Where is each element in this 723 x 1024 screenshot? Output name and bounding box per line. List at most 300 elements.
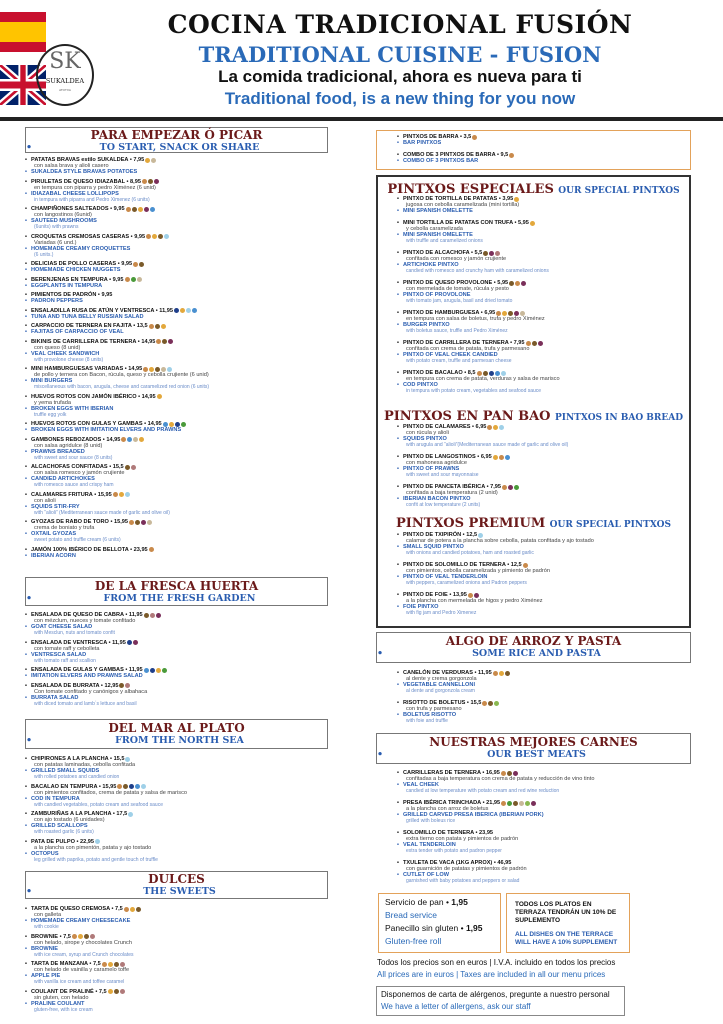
dish-name: PIRULETAS DE QUESO IDIAZABAL xyxy=(31,178,125,185)
dish-description-en: (6units) with prawns xyxy=(34,224,79,230)
bar-pintxos-list xyxy=(397,134,514,170)
allergen-icon xyxy=(148,179,153,184)
dish-name: MINI TORTILLA DE PATATAS CON TRUFA xyxy=(403,220,513,226)
dish-name: PINTXO DE TXIPIRÓN xyxy=(403,532,462,538)
dish-line xyxy=(25,437,209,443)
dish-name-en: • BURGER PINTXO xyxy=(397,322,560,328)
allergen-icon xyxy=(131,465,136,470)
dish-name-en: • MINI SPANISH OMELETTE xyxy=(397,232,560,238)
dish-name: PINTXO DE HAMBURGUESA xyxy=(403,310,480,316)
dish-description-en: al dente and gorgonzola cream xyxy=(406,688,475,694)
menu-item xyxy=(397,770,594,794)
special-pintxos-list xyxy=(397,196,560,400)
allergen-icon xyxy=(162,339,167,344)
dish-line xyxy=(397,310,560,316)
section-header-sweets: DULCES • THE SWEETS xyxy=(25,871,328,899)
menu-item xyxy=(25,839,187,863)
menu-item xyxy=(25,437,209,461)
dish-price: 13,95 xyxy=(452,592,467,598)
dish-line xyxy=(397,370,560,376)
allergen-icon xyxy=(493,671,498,676)
allergen-icon xyxy=(474,593,479,598)
dish-description-es: con langostinos (6unid) xyxy=(34,212,92,218)
logo-monogram: SK xyxy=(49,49,81,74)
dish-name: PINTXO DE CALAMARES xyxy=(403,424,471,430)
menu-item xyxy=(25,906,141,930)
dish-price: 9,95 xyxy=(101,292,113,298)
dish-description-es: confitada a baja temperatura (2 unid) xyxy=(406,490,498,496)
dish-description-es: con pimientos confitados, crema de patata y salsa de marisco xyxy=(34,789,187,796)
allergen-icon xyxy=(499,671,504,676)
allergen-icon xyxy=(507,801,512,806)
allergen-icon xyxy=(505,455,510,460)
dish-price: 11,95 xyxy=(112,639,126,646)
allergen-icon xyxy=(494,701,499,706)
allergen-icon xyxy=(168,339,173,344)
allergen-icon xyxy=(501,371,506,376)
dish-name-en: • OXTAIL GYOZAS xyxy=(25,531,209,537)
dish-description-es: con galleta xyxy=(34,912,62,918)
dish-description-es: con helado, sirope y chocolates Crunch xyxy=(34,939,132,946)
allergen-icon xyxy=(147,520,152,525)
allergen-icon xyxy=(496,311,501,316)
dish-name: PATATAS BRAVAS estilo SUKALDEA xyxy=(31,157,129,163)
allergen-icon xyxy=(174,308,179,313)
allergen-icon xyxy=(163,422,168,427)
restaurant-logo xyxy=(36,44,94,106)
menu-item xyxy=(25,366,209,390)
dish-line xyxy=(25,640,167,646)
menu-item xyxy=(397,370,560,394)
dish-name: GYOZAS DE RABO DE TORO xyxy=(31,519,109,525)
dish-name: MINI HAMBURGUESAS VARIADAS xyxy=(31,366,124,372)
dish-description-es: con queso (8 unid) xyxy=(34,344,81,351)
section-header-bao: PINTXOS EN PAN BAO PINTXOS IN BAO BREAD xyxy=(383,409,684,424)
dish-name-en: • SUKALDEA STYLE BRAVAS POTATOES xyxy=(25,169,209,175)
dish-price: 7,95 xyxy=(490,484,502,490)
allergen-icon xyxy=(133,640,138,645)
menu-item xyxy=(25,961,141,985)
allergen-icon xyxy=(489,251,494,256)
dish-price: 12,95 xyxy=(104,682,119,689)
menu-item xyxy=(25,989,141,1013)
allergen-icon xyxy=(493,455,498,460)
menu-item xyxy=(397,134,514,146)
menu-item xyxy=(25,339,209,363)
dish-description-en: with boletus sauce, truffle and Pedro Ximénez xyxy=(406,328,508,334)
dish-line xyxy=(25,492,209,498)
dish-name-en: • GRILLED CARVED PRESA IBERICA (IBERIAN PORK) xyxy=(397,812,594,818)
dish-price: 11,95 xyxy=(478,670,492,676)
dish-line xyxy=(25,519,209,525)
dish-price: 5,95 xyxy=(517,220,529,226)
dish-name-en: • HOMEMADE CREAMY CROQUETTES xyxy=(25,246,209,252)
dish-price: 17,5 xyxy=(116,811,128,817)
dish-name-en: • GOAT CHEESE SALAD xyxy=(25,624,167,630)
allergen-icon xyxy=(145,158,150,163)
garden-list xyxy=(25,612,167,710)
dish-name-en: • COMBO OF 3 PINTXOS BAR xyxy=(397,158,514,164)
menu-item xyxy=(25,157,209,175)
menu-item xyxy=(25,464,209,488)
header-divider xyxy=(0,117,723,121)
section-header-garden: DE LA FRESCA HUERTA • FROM THE FRESH GARDEN xyxy=(25,577,328,606)
allergen-icon xyxy=(482,701,487,706)
dish-description-es: con mermelada de tomate, rúcula y pesto xyxy=(406,286,509,292)
allergen-icon xyxy=(144,207,149,212)
dish-name: RISOTTO DE BOLETUS xyxy=(403,700,466,706)
dish-name-en: • IMITATION ELVERS AND PRAWNS SALAD xyxy=(25,673,167,679)
dish-description-es: con helado de vainilla y caramelo toffe xyxy=(34,967,130,973)
menu-item xyxy=(397,152,514,164)
dish-price: 5,95 xyxy=(497,280,509,286)
allergen-icon xyxy=(514,197,519,202)
dish-price: 11,95 xyxy=(128,667,143,673)
allergen-icon xyxy=(192,308,197,313)
allergens-note-es: Disponemos de carta de alérgenos, pregunte a nuestro personal xyxy=(381,990,610,999)
dish-description-en: with peppers, caramelized onions and Padron peppers xyxy=(406,580,527,586)
dish-description-en: garnished with baby potatoes and peppers or salad xyxy=(406,878,520,884)
allergen-icon xyxy=(125,492,130,497)
dish-description-en: with tomato jam, arugula, basil and dried tomato xyxy=(406,298,513,304)
dish-description-en: confit at low temperature (2 units) xyxy=(406,502,481,508)
menu-item xyxy=(25,612,167,636)
dish-name-en: • MINI BURGERS xyxy=(25,378,209,384)
menu-item xyxy=(397,592,594,616)
sea-list xyxy=(25,756,187,866)
dish-description-en: extra tender with potato and padron pepper xyxy=(406,848,502,854)
dish-description-en: with romesco sauce and crispy ham xyxy=(34,482,114,488)
dish-name-en: • HOMEMADE CHICKEN NUGGETS xyxy=(25,267,209,273)
dish-price: 6,95 xyxy=(475,424,487,430)
allergen-icon xyxy=(156,339,161,344)
dish-description-en: with tomato raff and scallion xyxy=(34,657,96,664)
allergen-icon xyxy=(532,341,537,346)
dish-name-en: • VEAL CHEEK SANDWICH xyxy=(25,351,209,357)
dish-price: 23,95 xyxy=(133,546,148,553)
dish-price: 6,95 xyxy=(480,454,492,460)
dish-price: 14,95 xyxy=(147,421,162,427)
dish-line xyxy=(397,670,510,676)
dish-line xyxy=(25,366,209,372)
dish-name-en: • IDIAZABAL CHEESE LOLLIPOPS xyxy=(25,191,209,197)
dish-line xyxy=(397,592,594,598)
dish-line xyxy=(25,339,209,345)
dish-price: 14,95 xyxy=(128,366,143,372)
dish-description-en: with potato cream, truffle and parmesan cheese xyxy=(406,358,512,364)
dish-line xyxy=(25,906,141,912)
dish-name: COMBO DE 3 PINTXOS DE BARRA xyxy=(403,152,496,158)
dish-name-en: • PRALINE COULANT xyxy=(25,1001,141,1007)
allergen-icon xyxy=(132,207,137,212)
allergen-icon xyxy=(114,962,119,967)
allergen-icon xyxy=(509,281,514,286)
page-subtitle: TRADITIONAL CUISINE - FUSION xyxy=(198,42,602,67)
dish-name: HUEVOS ROTOS CON GULAS Y GAMBAS xyxy=(31,421,143,427)
premium-pintxos-list xyxy=(397,532,594,622)
dish-line xyxy=(25,784,187,790)
allergen-icon xyxy=(495,251,500,256)
menu-item xyxy=(25,667,167,679)
dish-price: 11,95 xyxy=(159,307,173,314)
dish-price: 15,95 xyxy=(97,491,112,498)
allergen-icon xyxy=(142,179,147,184)
allergen-icon xyxy=(126,207,131,212)
section-header-starters: PARA EMPEZAR Ó PICAR • TO START, SNACK OR SHARE xyxy=(25,127,328,153)
dish-line xyxy=(397,800,594,806)
allergen-icon xyxy=(133,437,138,442)
dish-price: 15,95 xyxy=(102,783,117,790)
dish-name-en: • PINTXO OF VEAL TENDERLOIN xyxy=(397,574,594,580)
dish-description-es: con salsa romesco y jamón crujiente xyxy=(34,470,125,476)
menu-item xyxy=(25,784,187,808)
dish-price: 7,95 xyxy=(513,340,525,346)
menu-item xyxy=(397,670,510,694)
section-header-meats: NUESTRAS MEJORES CARNES • OUR BEST MEATS xyxy=(376,733,691,764)
menu-item xyxy=(397,860,594,884)
menu-item xyxy=(25,492,209,516)
dish-name: ALCACHOFAS CONFITADAS xyxy=(31,464,108,470)
dish-name-en: • SAUTEED MUSHROOMS xyxy=(25,218,209,224)
dish-price: 3,95 xyxy=(502,196,514,202)
bao-pintxos-list xyxy=(397,424,568,514)
dish-description-es: en tempura con crema de patata, verduras y salsa de marisco xyxy=(406,376,560,382)
dish-description-en: with fig jam and Pedro Ximenez xyxy=(406,610,477,616)
dish-description-es: y cebolla caramelizada xyxy=(406,226,463,232)
dish-line xyxy=(397,860,594,866)
dish-name: PINTXO DE SOLOMILLO DE TERNERA xyxy=(403,562,506,568)
menu-item xyxy=(25,683,167,707)
menu-item xyxy=(25,394,209,418)
dish-description-es: Variadas (6 und.) xyxy=(34,239,77,246)
dish-description-es: jugosa con cebolla caramelizada (mini tortilla) xyxy=(406,202,520,208)
menu-item xyxy=(397,340,560,364)
dish-price: 9,95 xyxy=(113,206,125,212)
dish-price: 7,5 xyxy=(92,961,101,967)
rice-pasta-list xyxy=(397,670,510,730)
allergen-icon xyxy=(72,934,77,939)
dish-description-en: sweet potato and truffle cream (6 units) xyxy=(34,537,121,543)
allergen-icon xyxy=(150,668,155,673)
allergen-icon xyxy=(488,701,493,706)
menu-item xyxy=(25,421,209,433)
dish-name-en: • PINTXO OF VEAL CHEEK CANDIED xyxy=(397,352,560,358)
dish-name-en: • ARTICHOKE PINTXO xyxy=(397,262,560,268)
dish-name: BERENJENAS EN TEMPURA xyxy=(31,276,108,283)
allergen-icon xyxy=(161,367,166,372)
dish-price: 8,5 xyxy=(467,370,476,376)
dish-name-en: • SQUIDS STIR-FRY xyxy=(25,504,209,510)
allergen-icon xyxy=(129,520,134,525)
allergen-icon xyxy=(151,158,156,163)
dish-description-es: confitada con romesco y jamón crujiente xyxy=(406,256,507,262)
dish-name: HUEVOS ROTOS CON JAMÓN IBÉRICO xyxy=(31,393,137,400)
dish-price: 15,5 xyxy=(470,700,482,706)
dish-description-es: Con tomate confitado y canónigos y albahaca xyxy=(34,688,148,695)
dish-name: CHAMPIÑONES SALTEADOS xyxy=(31,206,109,212)
allergen-icon xyxy=(155,324,160,329)
dish-line xyxy=(397,700,510,706)
dish-description-en: with vanilla ice cream and toffee caramel xyxy=(34,979,125,985)
page-title: COCINA TRADICIONAL FUSIÓN xyxy=(167,10,633,39)
allergen-icon xyxy=(149,547,154,552)
allergen-icon xyxy=(102,962,107,967)
dish-description-en: with rolled potatoes and candied onion xyxy=(34,774,120,780)
allergen-icon xyxy=(502,311,507,316)
allergen-icon xyxy=(138,207,143,212)
dish-name: CARRILLERAS DE TERNERA xyxy=(403,770,481,776)
allergen-icon xyxy=(133,262,138,267)
dish-line xyxy=(25,206,209,212)
dish-name-en: • BROKEN EGGS WITH IMITATION ELVERS AND PRAWNS xyxy=(25,427,209,433)
allergen-icon xyxy=(505,671,510,676)
dish-description-en: with Mesclun, nuts and tomato confit xyxy=(34,630,115,636)
dish-name-en: • PINTXO OF PRAWNS xyxy=(397,466,568,472)
allergen-icon xyxy=(507,771,512,776)
allergen-icon xyxy=(513,771,518,776)
allergen-icon xyxy=(493,425,498,430)
dish-price: 9,95 xyxy=(112,276,124,283)
dish-line xyxy=(397,484,568,490)
allergen-icon xyxy=(139,437,144,442)
terrace-supplement-box xyxy=(506,893,630,953)
dish-name-en: • PRAWNS BREADED xyxy=(25,449,209,455)
dish-description-en: with truffle and caramelized onions xyxy=(406,238,483,244)
dish-description-en: candied at low temperature with potato cream and red wine reduction xyxy=(406,788,560,794)
allergen-icon xyxy=(508,311,513,316)
dish-name: ENSALADA DE QUESO DE CABRA xyxy=(31,612,124,618)
allergen-icon xyxy=(513,801,518,806)
dish-description-es: al dente y crema gorgonzola xyxy=(406,676,477,682)
dish-name: PIMIENTOS DE PADRÓN xyxy=(31,292,97,298)
dish-name-en: • MINI SPANISH OMELETTE xyxy=(397,208,560,214)
dish-name: PINTXO DE FOIE xyxy=(403,592,448,598)
allergen-icon xyxy=(531,801,536,806)
dish-price: 9,5 xyxy=(500,152,509,158)
dish-description-en: with cookie xyxy=(34,924,59,930)
bread-label: Servicio de pan xyxy=(385,897,444,907)
dish-description-es: extra tierno con patata y pimientos de padrón xyxy=(406,836,519,842)
allergen-icon xyxy=(521,281,526,286)
dish-name: PINTXO DE LANGOSTINOS xyxy=(403,454,476,460)
allergen-icon xyxy=(468,593,473,598)
tagline-en: Traditional food, is a new thing for you now xyxy=(224,89,576,108)
allergen-icon xyxy=(515,281,520,286)
allergen-icon xyxy=(141,520,146,525)
dish-name: GAMBONES REBOZADOS xyxy=(31,436,102,443)
dish-price: 14,95 xyxy=(106,436,121,443)
dish-name-en: • BROKEN EGGS WITH IBERIAN xyxy=(25,406,209,412)
allergens-note-en: We have a letter of allergens, ask our staff xyxy=(381,1002,531,1011)
dish-price: 7,5 xyxy=(63,933,71,940)
allergen-icon xyxy=(167,367,172,372)
allergen-icon xyxy=(139,262,144,267)
allergen-icon xyxy=(502,485,507,490)
allergen-icon xyxy=(141,784,146,789)
dish-name-en: • COD PINTXO xyxy=(397,382,560,388)
allergen-icon xyxy=(135,784,140,789)
allergen-icon xyxy=(530,221,535,226)
dish-name-en: • TUNA AND TUNA BELLY RUSSIAN SALAD xyxy=(25,314,209,320)
logo-name: SUKALDEA xyxy=(45,77,85,85)
dish-description-en: with foie and truffle xyxy=(406,718,448,724)
allergen-icon xyxy=(164,234,169,239)
dish-name-en: • VEGETABLE CANNELLONI xyxy=(397,682,510,688)
dish-line xyxy=(397,220,560,226)
allergens-box xyxy=(376,986,625,1016)
allergen-icon xyxy=(150,207,155,212)
terrace-note-es: TODOS LOS PLATOS EN TERRAZA TENDRÁN UN 10% DE SUPLEMENTO xyxy=(515,901,617,924)
dish-description-es: con tomate raff y cebolleta xyxy=(34,645,100,652)
dish-name: JAMÓN 100% IBÉRICO DE BELLOTA xyxy=(31,546,129,553)
dish-price: 14,95 xyxy=(141,338,156,345)
menu-item xyxy=(25,323,209,335)
menu-item xyxy=(397,196,560,214)
dish-name-en: • FAJITAS OF CARPACCIO OF VEAL xyxy=(25,329,209,335)
dish-name: CANELÓN DE VERDURAS xyxy=(403,670,473,676)
allergen-icon xyxy=(175,422,180,427)
dish-name-en: • IBERIAN BACON PINTXO xyxy=(397,496,568,502)
allergen-icon xyxy=(125,277,130,282)
menu-item xyxy=(25,756,187,780)
allergen-icon xyxy=(520,311,525,316)
spanish-flag-icon[interactable] xyxy=(0,12,46,52)
dish-description-en: with roasted garlic (6 units) xyxy=(34,829,94,835)
menu-item xyxy=(397,220,560,244)
allergen-icon xyxy=(144,668,149,673)
allergen-icon xyxy=(119,683,124,688)
dish-name-en: • BURRATA SALAD xyxy=(25,695,167,701)
dish-name: PINTXO DE TORTILLA DE PATATAS xyxy=(403,196,498,202)
dish-name: PINTXO DE BACALAO xyxy=(403,370,463,376)
allergen-icon xyxy=(477,371,482,376)
allergen-icon xyxy=(501,801,506,806)
menu-item xyxy=(25,234,209,258)
allergen-icon xyxy=(137,277,142,282)
dish-description-en: grilled with boleus rice xyxy=(406,818,456,824)
dish-price: 5,5 xyxy=(474,250,483,256)
dish-name: TXULETA DE VACA (1KG APROX) xyxy=(403,860,493,866)
allergen-icon xyxy=(495,371,500,376)
starters-list xyxy=(25,157,209,562)
dish-description-es: a la plancha con mermelada de higos y pedro Ximénez xyxy=(406,598,543,604)
dish-line xyxy=(25,179,209,185)
allergen-icon xyxy=(508,485,513,490)
dish-name: ENSALADILLA RUSA DE ATÚN Y VENTRESCA xyxy=(31,307,155,314)
allergen-icon xyxy=(120,962,125,967)
dish-price: 13,5 xyxy=(136,323,148,329)
dish-description-es: a la plancha con arroz de boletus xyxy=(406,806,489,812)
allergen-icon xyxy=(108,962,113,967)
allergen-icon xyxy=(125,683,130,688)
dish-description-es: a la plancha con pimentón, patata y ajo tostado xyxy=(34,844,152,851)
dish-name: PATA DE PULPO xyxy=(31,838,75,845)
allergen-icon xyxy=(78,934,83,939)
menu-item xyxy=(25,277,209,289)
dish-line xyxy=(25,961,141,967)
bread-price: 1,95 xyxy=(451,897,468,907)
allergen-icon xyxy=(114,989,119,994)
dish-description-en: with ice cream, syrup and Crunch chocolates xyxy=(34,951,134,958)
dish-description-es: de pollo y ternera con Bacon, rúcula, queso y cebolla crujiente (6 unid) xyxy=(34,372,209,378)
dish-line xyxy=(397,196,560,202)
sweets-list xyxy=(25,906,141,1016)
dish-name: PINTXO DE PANCETA IBÉRICA xyxy=(403,484,486,490)
dish-description-en: (6 units.) xyxy=(34,251,54,258)
section-header-premium: PINTXOS PREMIUM OUR SPECIAL PINTXOS xyxy=(396,516,671,531)
dish-description-es: con mahonesa agridulce xyxy=(406,460,467,466)
allergen-icon xyxy=(523,563,528,568)
